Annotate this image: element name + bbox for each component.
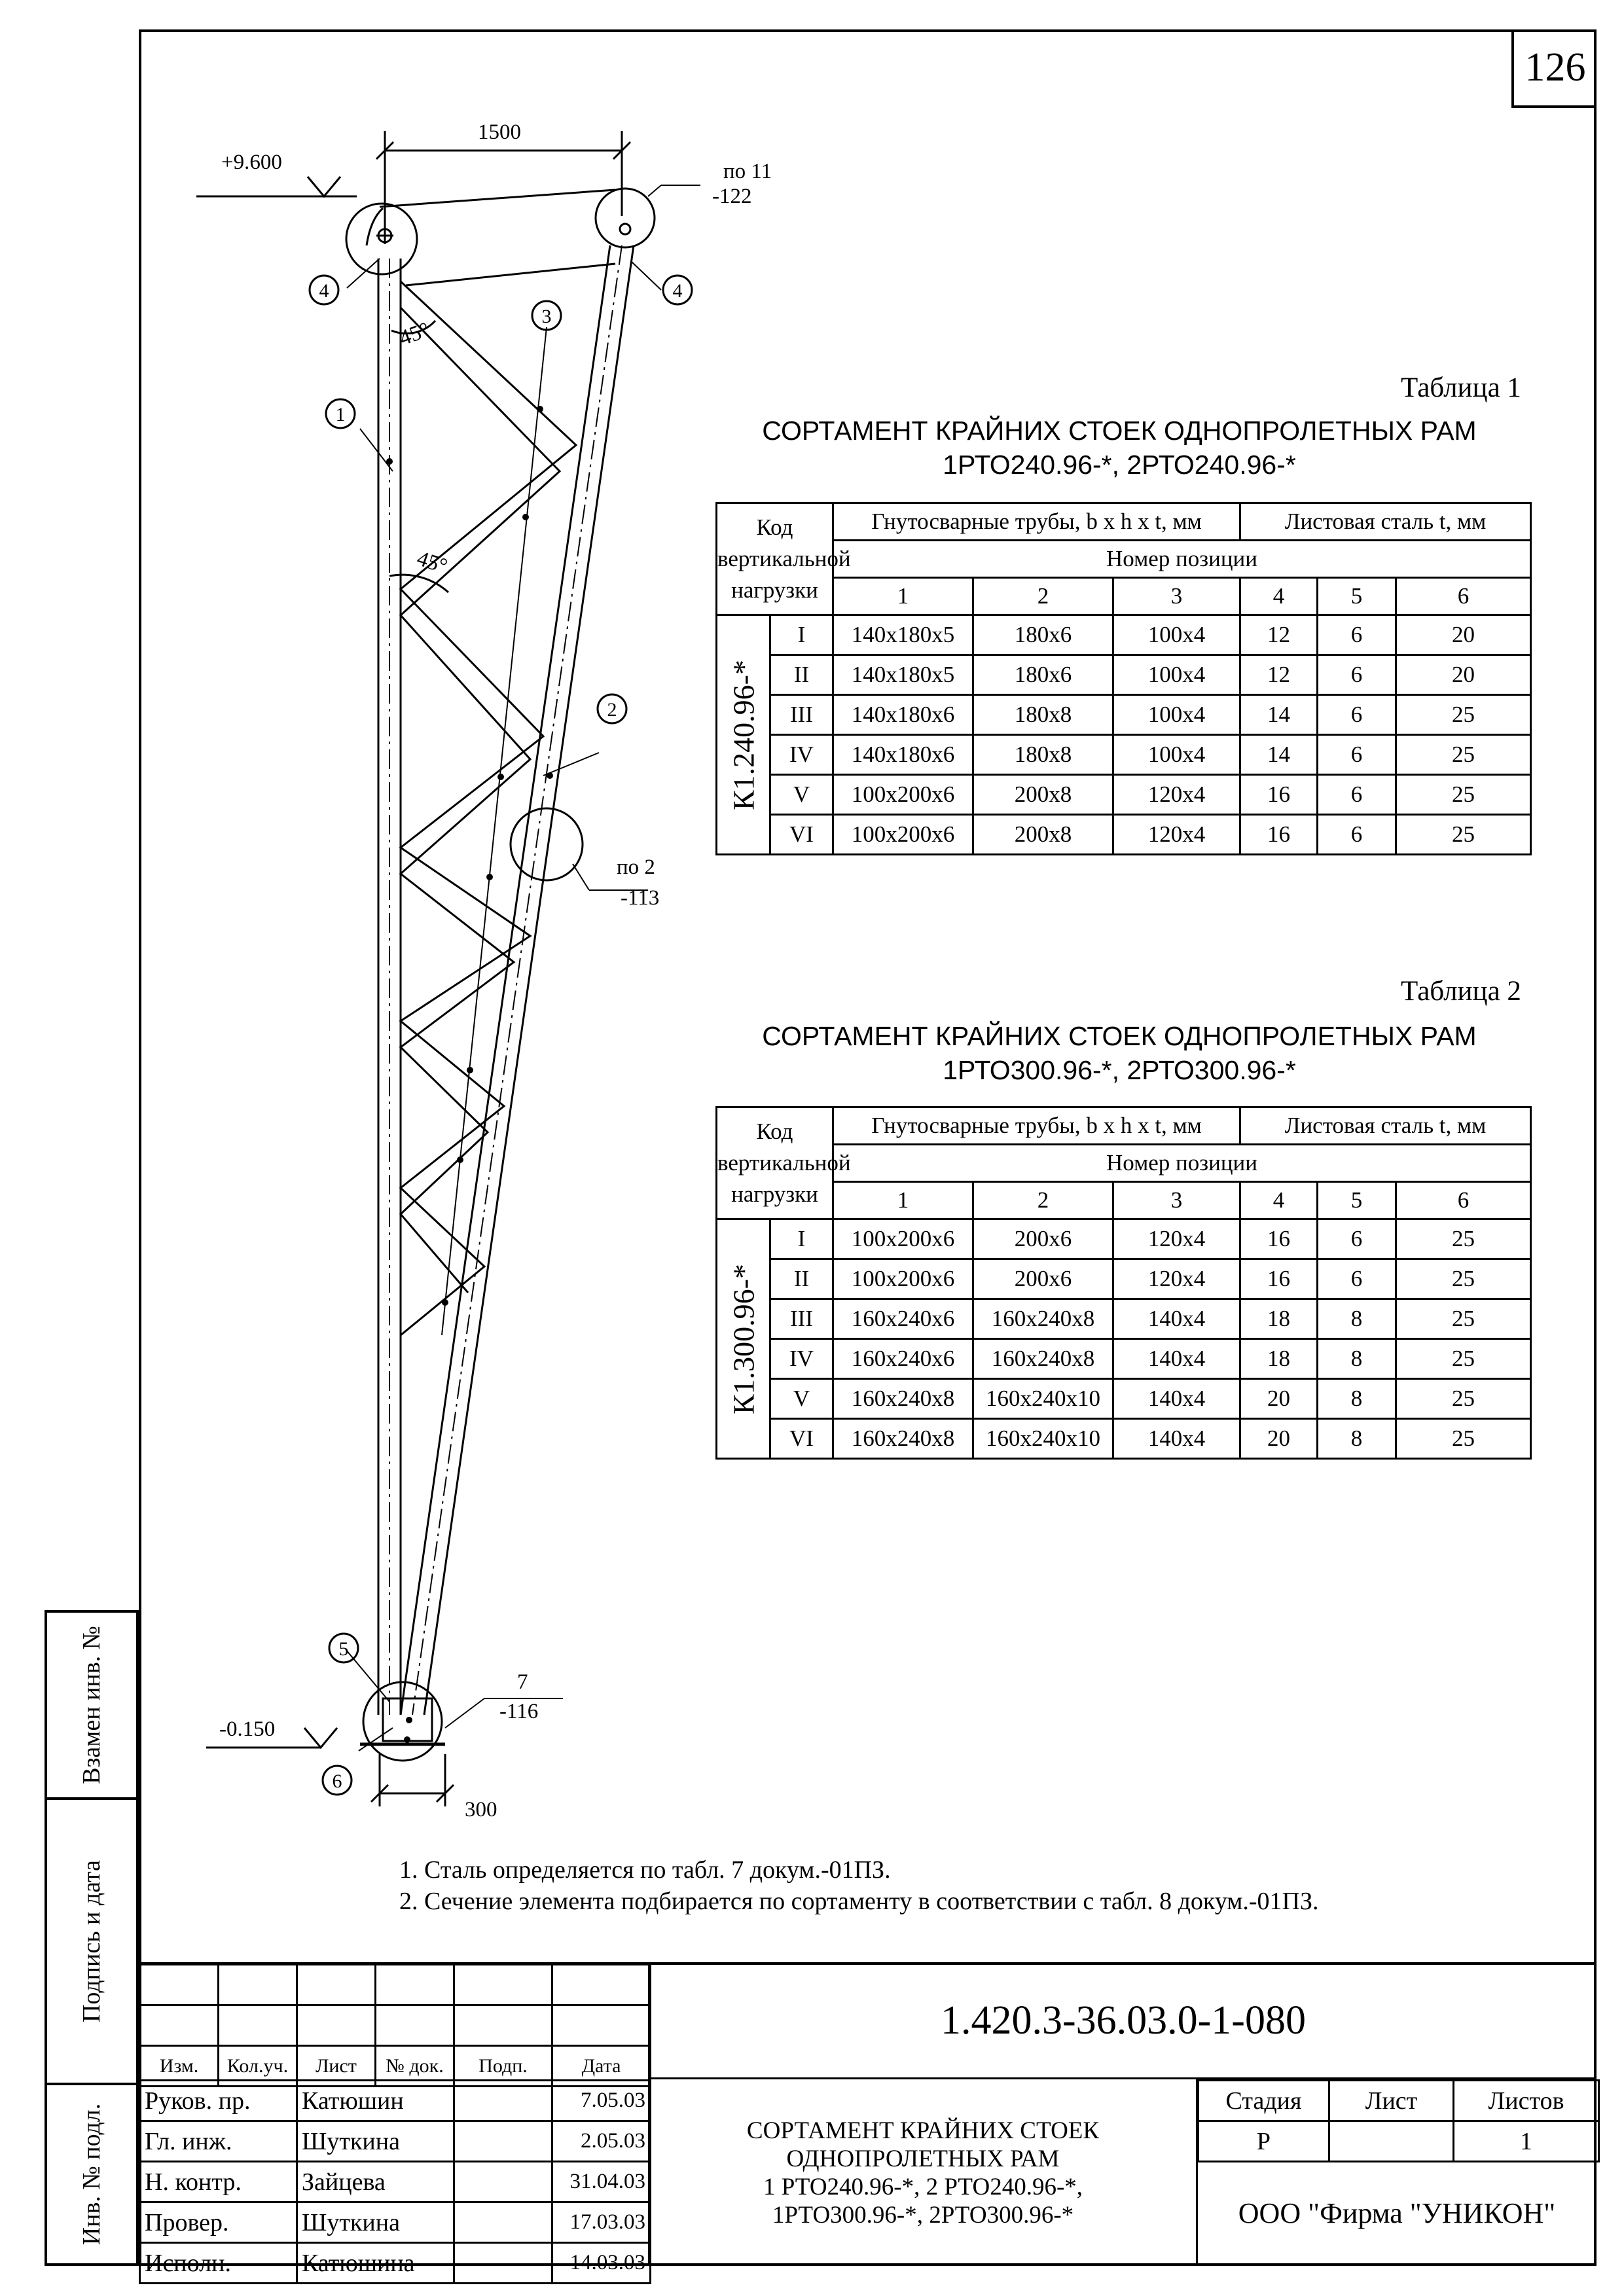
- date: 31.04.03: [552, 2162, 651, 2202]
- table-cell: 20: [1396, 615, 1531, 655]
- ref-bot-b: -116: [499, 1700, 539, 1723]
- group-code-label: К1.240.96-*: [727, 659, 760, 810]
- sheet-steel-header: Листовая сталь t, мм: [1240, 1107, 1531, 1145]
- table-cell: 100x200x6: [833, 1259, 973, 1299]
- table-cell: 25: [1396, 1379, 1531, 1419]
- table2-title: СОРТАМЕНТ КРАЙНИХ СТОЕК ОДНОПРОЛЕТНЫХ РАМ: [762, 1021, 1477, 1051]
- table-cell: I: [770, 615, 833, 655]
- table-cell: 120x4: [1113, 775, 1240, 815]
- table-cell: 140x4: [1113, 1299, 1240, 1339]
- table-cell: 18: [1240, 1339, 1318, 1379]
- position-header: Номер позиции: [833, 541, 1531, 578]
- stage-header: Стадия: [1199, 2081, 1329, 2121]
- table2-label: Таблица 2: [1401, 976, 1521, 1007]
- angle-label: 45°: [396, 317, 433, 351]
- sheet-header: Лист: [1329, 2081, 1454, 2121]
- table-cell: 8: [1318, 1339, 1396, 1379]
- table-cell: 180x6: [973, 655, 1113, 695]
- table-cell: II: [770, 1259, 833, 1299]
- signature-row: [140, 2121, 651, 2162]
- name: Катюшин: [297, 2081, 454, 2121]
- marker-5: 5: [338, 1638, 349, 1660]
- note-1: 1. Сталь определяется по табл. 7 докум.-01ПЗ.: [399, 1856, 891, 1884]
- group-code: [717, 1219, 770, 1459]
- table-cell: I: [770, 1219, 833, 1259]
- table-cell: 20: [1240, 1379, 1318, 1419]
- table-cell: II: [770, 655, 833, 695]
- table-cell: 8: [1318, 1299, 1396, 1339]
- table-cell: 140x4: [1113, 1339, 1240, 1379]
- table-cell: 6: [1318, 815, 1396, 855]
- role: Руков. пр.: [140, 2081, 297, 2121]
- table-cell: V: [770, 1379, 833, 1419]
- table-cell: 12: [1240, 655, 1318, 695]
- group-code-label: К1.300.96-*: [727, 1263, 760, 1414]
- table-cell: 200x6: [973, 1259, 1113, 1299]
- table-cell: 25: [1396, 1259, 1531, 1299]
- position-header: Номер позиции: [833, 1145, 1531, 1182]
- table-cell: 25: [1396, 815, 1531, 855]
- name: Катюшина: [297, 2243, 454, 2284]
- role: Провер.: [140, 2202, 297, 2243]
- col-header: Изм.: [140, 2046, 219, 2087]
- table2: [715, 1106, 1532, 1460]
- table-cell: 18: [1240, 1299, 1318, 1339]
- table-cell: 100x4: [1113, 615, 1240, 655]
- position-number: 2: [973, 1182, 1113, 1219]
- position-number: 5: [1318, 578, 1396, 615]
- sheets-value: 1: [1454, 2121, 1599, 2162]
- revision-grid: [139, 1964, 651, 2087]
- side-label: Подпись и дата: [78, 1859, 105, 2023]
- company-name: ООО "Фирма "УНИКОН": [1238, 2197, 1556, 2229]
- table-cell: 160x240x10: [973, 1379, 1113, 1419]
- position-number: 6: [1396, 578, 1531, 615]
- table-cell: 180x6: [973, 615, 1113, 655]
- position-number: 4: [1240, 578, 1318, 615]
- table-cell: 8: [1318, 1379, 1396, 1419]
- marker-1: 1: [335, 404, 346, 425]
- table-row: [717, 1339, 1531, 1379]
- dim-top: 1500: [478, 120, 521, 144]
- col-header: № док.: [376, 2046, 454, 2087]
- table-cell: 160x240x8: [833, 1379, 973, 1419]
- table-cell: 160x240x8: [973, 1299, 1113, 1339]
- signature-row: [140, 2243, 651, 2284]
- table-cell: 25: [1396, 1419, 1531, 1459]
- table-cell: 140x180x6: [833, 735, 973, 775]
- document-code: 1.420.3-36.03.0-1-080: [648, 1964, 1597, 2079]
- position-number: 1: [833, 578, 973, 615]
- table-cell: 100x200x6: [833, 775, 973, 815]
- table-row: [717, 655, 1531, 695]
- table-cell: 14: [1240, 695, 1318, 735]
- table-cell: 6: [1318, 1219, 1396, 1259]
- table-cell: 140x4: [1113, 1419, 1240, 1459]
- name: Шуткина: [297, 2121, 454, 2162]
- signature-row: [140, 2202, 651, 2243]
- date: 7.05.03: [552, 2081, 651, 2121]
- table-row: [717, 815, 1531, 855]
- table-row: [717, 615, 1531, 655]
- table-cell: 200x8: [973, 775, 1113, 815]
- table-cell: IV: [770, 1339, 833, 1379]
- table-row: [717, 1259, 1531, 1299]
- marker-3: 3: [541, 306, 552, 327]
- table-cell: 25: [1396, 775, 1531, 815]
- note-2: 2. Сечение элемента подбирается по сортаменту в соответствии с табл. 8 докум.-01ПЗ.: [399, 1888, 1319, 1915]
- table-cell: 180x8: [973, 735, 1113, 775]
- table-cell: 20: [1396, 655, 1531, 695]
- table-cell: VI: [770, 1419, 833, 1459]
- table-cell: 120x4: [1113, 1219, 1240, 1259]
- table-cell: 100x4: [1113, 655, 1240, 695]
- position-number: 4: [1240, 1182, 1318, 1219]
- table-cell: 6: [1318, 655, 1396, 695]
- angle-label: 45°: [414, 547, 450, 579]
- dim-bottom: 300: [465, 1798, 497, 1821]
- signatures: [139, 2079, 651, 2284]
- tubes-header: Гнутосварные трубы, b x h x t, мм: [833, 1107, 1240, 1145]
- table-cell: 25: [1396, 1299, 1531, 1339]
- ref-top-a: по 11: [723, 160, 772, 183]
- table-row: [717, 1219, 1531, 1259]
- table-cell: IV: [770, 735, 833, 775]
- table-cell: 25: [1396, 1339, 1531, 1379]
- stage-table: [1197, 2079, 1600, 2162]
- side-label: Взамен инв. №: [78, 1626, 105, 1784]
- col-header: Лист: [297, 2046, 376, 2087]
- table-row: [717, 735, 1531, 775]
- sheet-steel-header: Листовая сталь t, мм: [1240, 503, 1531, 541]
- table1-title: СОРТАМЕНТ КРАЙНИХ СТОЕК ОДНОПРОЛЕТНЫХ РАМ: [762, 416, 1477, 446]
- table-cell: 16: [1240, 775, 1318, 815]
- table-cell: III: [770, 1299, 833, 1339]
- table-cell: 160x240x8: [973, 1339, 1113, 1379]
- table-cell: 100x200x6: [833, 815, 973, 855]
- title-line: СОРТАМЕНТ КРАЙНИХ СТОЕК: [746, 2117, 1100, 2144]
- signature-row: [140, 2162, 651, 2202]
- level-bottom: -0.150: [219, 1717, 276, 1741]
- tubes-header: Гнутосварные трубы, b x h x t, мм: [833, 503, 1240, 541]
- table1-subtitle: 1РТО240.96-*, 2РТО240.96-*: [943, 450, 1296, 480]
- table-row: [717, 1379, 1531, 1419]
- table-cell: 140x4: [1113, 1379, 1240, 1419]
- ref-bot-a: 7: [517, 1670, 528, 1694]
- table1-label: Таблица 1: [1401, 372, 1521, 403]
- side-label: Инв. № подл.: [78, 2103, 105, 2246]
- table-cell: 6: [1318, 775, 1396, 815]
- table-cell: 16: [1240, 1219, 1318, 1259]
- table-cell: 16: [1240, 815, 1318, 855]
- ref-mid-a: по 2: [617, 855, 655, 879]
- table-cell: 160x240x6: [833, 1339, 973, 1379]
- role: Исполн.: [140, 2243, 297, 2284]
- table-cell: 140x180x5: [833, 615, 973, 655]
- table-cell: 6: [1318, 695, 1396, 735]
- table-cell: 12: [1240, 615, 1318, 655]
- table-cell: 140x180x5: [833, 655, 973, 695]
- table-cell: 25: [1396, 1219, 1531, 1259]
- table-cell: 25: [1396, 735, 1531, 775]
- table-row: [717, 1299, 1531, 1339]
- title-line: 1 РТО240.96-*, 2 РТО240.96-*,: [763, 2173, 1083, 2200]
- table2-subtitle: 1РТО300.96-*, 2РТО300.96-*: [943, 1055, 1296, 1085]
- group-code: [717, 615, 770, 855]
- table-cell: 25: [1396, 695, 1531, 735]
- code-header: [717, 503, 851, 615]
- drawing-title: [648, 2079, 1198, 2266]
- code-header: [717, 1107, 851, 1219]
- table-cell: 180x8: [973, 695, 1113, 735]
- signature-row: [140, 2081, 651, 2121]
- table-row: [717, 1419, 1531, 1459]
- position-number: 2: [973, 578, 1113, 615]
- role: Гл. инж.: [140, 2121, 297, 2162]
- sheet-value: [1329, 2121, 1454, 2162]
- position-number: 3: [1113, 578, 1240, 615]
- level-top: +9.600: [221, 151, 282, 174]
- role: Н. контр.: [140, 2162, 297, 2202]
- stage-value: Р: [1199, 2121, 1329, 2162]
- col-header: Подп.: [454, 2046, 552, 2087]
- title-line: 1РТО300.96-*, 2РТО300.96-*: [772, 2201, 1074, 2229]
- table-cell: 8: [1318, 1419, 1396, 1459]
- table-cell: 100x4: [1113, 695, 1240, 735]
- ref-top-b: -122: [712, 185, 752, 208]
- header-line: нагрузки: [731, 577, 818, 603]
- table-cell: 100x200x6: [833, 1219, 973, 1259]
- sheets-header: Листов: [1454, 2081, 1599, 2121]
- date: 2.05.03: [552, 2121, 651, 2162]
- table-cell: 120x4: [1113, 1259, 1240, 1299]
- table-row: [717, 695, 1531, 735]
- sheet-number: 126: [1511, 29, 1597, 108]
- title-line: ОДНОПРОЛЕТНЫХ РАМ: [786, 2145, 1060, 2172]
- table-row: [717, 775, 1531, 815]
- ref-mid-b: -113: [621, 886, 660, 910]
- header-line: вертикальной: [717, 546, 851, 571]
- table-cell: 14: [1240, 735, 1318, 775]
- position-number: 5: [1318, 1182, 1396, 1219]
- position-number: 1: [833, 1182, 973, 1219]
- marker-4: 4: [672, 280, 683, 302]
- header-line: Код: [756, 514, 793, 540]
- marker-2: 2: [607, 699, 617, 721]
- table-cell: 6: [1318, 1259, 1396, 1299]
- table-cell: 200x8: [973, 815, 1113, 855]
- date: 17.03.03: [552, 2202, 651, 2243]
- col-header: Кол.уч.: [219, 2046, 297, 2087]
- table-cell: 120x4: [1113, 815, 1240, 855]
- table1: [715, 502, 1532, 855]
- table-cell: 200x6: [973, 1219, 1113, 1259]
- header-line: вертикальной: [717, 1150, 851, 1175]
- position-number: 3: [1113, 1182, 1240, 1219]
- table-cell: 160x240x10: [973, 1419, 1113, 1459]
- table-cell: 6: [1318, 615, 1396, 655]
- table-cell: 20: [1240, 1419, 1318, 1459]
- date: 14.03.03: [552, 2243, 651, 2284]
- col-header: Дата: [552, 2046, 651, 2087]
- header-line: нагрузки: [731, 1181, 818, 1207]
- position-number: 6: [1396, 1182, 1531, 1219]
- header-line: Код: [756, 1119, 793, 1144]
- table-cell: III: [770, 695, 833, 735]
- name: Шуткина: [297, 2202, 454, 2243]
- table-cell: 160x240x6: [833, 1299, 973, 1339]
- table-cell: 6: [1318, 735, 1396, 775]
- name: Зайцева: [297, 2162, 454, 2202]
- table-cell: VI: [770, 815, 833, 855]
- table-cell: V: [770, 775, 833, 815]
- table-cell: 140x180x6: [833, 695, 973, 735]
- marker-6: 6: [332, 1770, 342, 1792]
- table-cell: 160x240x8: [833, 1419, 973, 1459]
- marker-4: 4: [319, 280, 329, 302]
- table-cell: 100x4: [1113, 735, 1240, 775]
- table-cell: 16: [1240, 1259, 1318, 1299]
